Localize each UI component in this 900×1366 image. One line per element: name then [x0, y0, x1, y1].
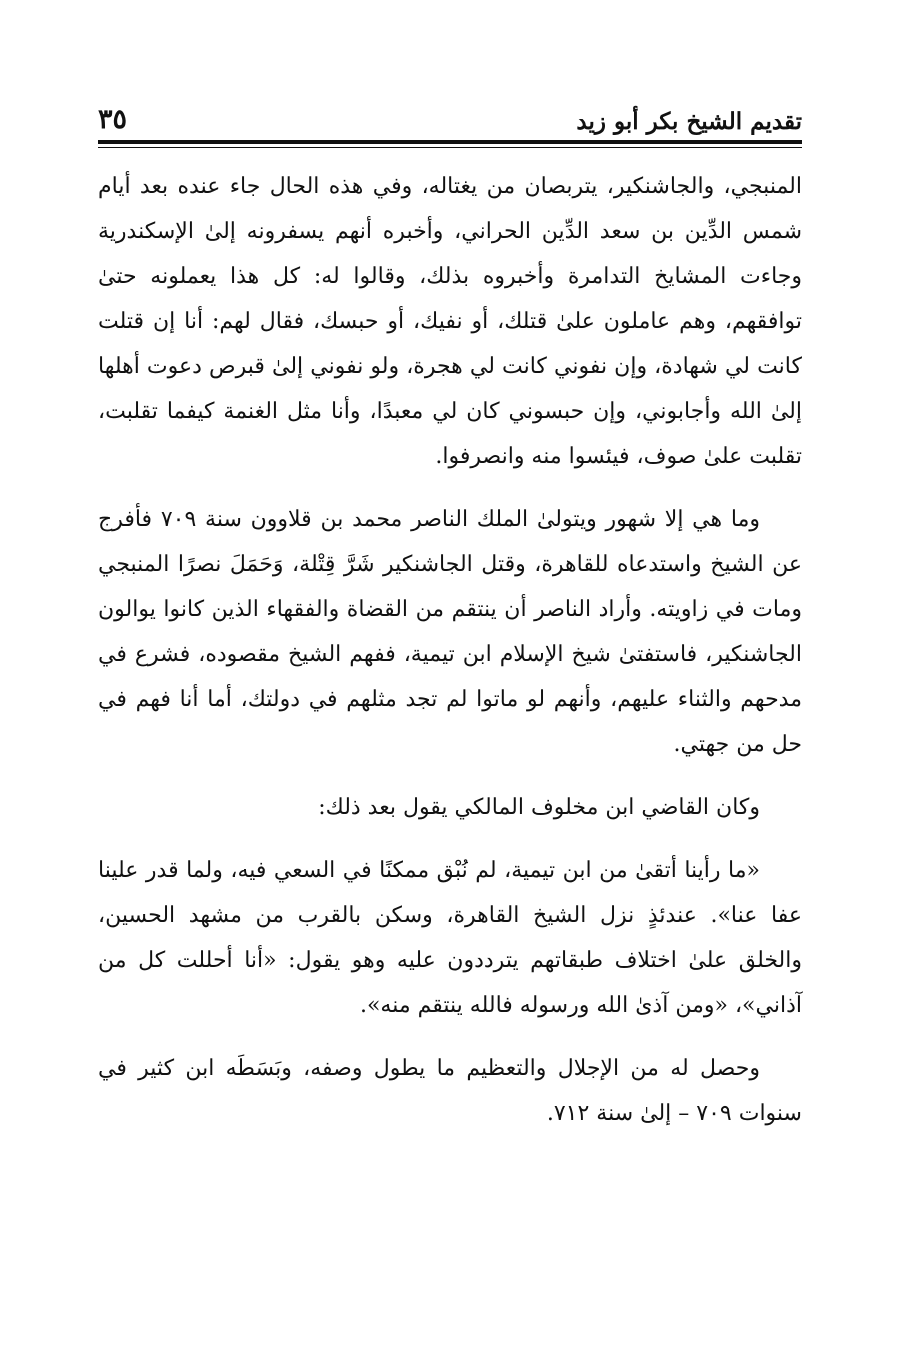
header-rule-thick	[98, 140, 802, 144]
body-text	[98, 164, 802, 1136]
paragraph-3: وكان القاضي ابن مخلوف المالكي يقول بعد ذلك:	[318, 795, 760, 820]
running-title: تقديم الشيخ بكر أبو زيد	[576, 108, 802, 135]
paragraph-1: المنبجي، والجاشنكير، يتربصان من يغتاله، وفي هذه الحال جاء عنده بعد أيام شمس الدِّين بن سعد الدِّين الحراني، وأخبره أنهم يسفرونه إلىٰ الإسكندرية وجاءت المشايخ التدامرة وأخبروه بذلك، وقالوا له: كل هذا يعملونه حتىٰ توافقهم، وهم عاملون علىٰ قتلك، أو نفيك، أو حبسك، فقال لهم: أنا إن قتلت كانت لي شهادة، وإن نفوني كانت لي هجرة، ولو نفوني إلىٰ قبرص دعوت أهلها إلىٰ الله وأجابوني، وإن حبسوني كان لي معبدًا، وأنا مثل الغنمة كيفما تقلبت، تقلبت علىٰ صوف، فيئسوا منه وانصرفوا.	[98, 174, 802, 469]
page-number: ٣٥	[98, 104, 128, 135]
quotation-paragraph: «ما رأينا أتقىٰ من ابن تيمية، لم نُبْق ممكنًا في السعي فيه، ولما قدر علينا عفا عنا». عندئذٍ نزل الشيخ القاهرة، وسكن بالقرب من مشهد الحسين، والخلق علىٰ اختلاف طبقاتهم يترددون عليه وهو يقول: «أنا أحللت كل من آذاني»، «ومن آذىٰ الله ورسوله فالله ينتقم منه».	[98, 858, 802, 1018]
page-header	[98, 104, 802, 144]
header-rule-thin	[98, 147, 802, 148]
paragraph-2: وما هي إلا شهور ويتولىٰ الملك الناصر محمد بن قلاوون سنة ٧٠٩ فأفرج عن الشيخ واستدعاه للقاهرة، وقتل الجاشنكير شَرَّ قِتْلة، وَحَمَلَ نصرًا المنبجي ومات في زاويته. وأراد الناصر أن ينتقم من القضاة والفقهاء الذين كانوا يوالون الجاشنكير، فاستفتىٰ شيخ الإسلام ابن تيمية، ففهم الشيخ مقصوده، فشرع في مدحهم والثناء عليهم، وأنهم لو ماتوا لم تجد مثلهم في دولتك، أما أنا فهم في حل من جهتي.	[98, 507, 802, 757]
paragraph-5: وحصل له من الإجلال والتعظيم ما يطول وصفه، وبَسَطَه ابن كثير في سنوات ٧٠٩ – إلىٰ سنة ٧١٢.	[98, 1056, 802, 1126]
